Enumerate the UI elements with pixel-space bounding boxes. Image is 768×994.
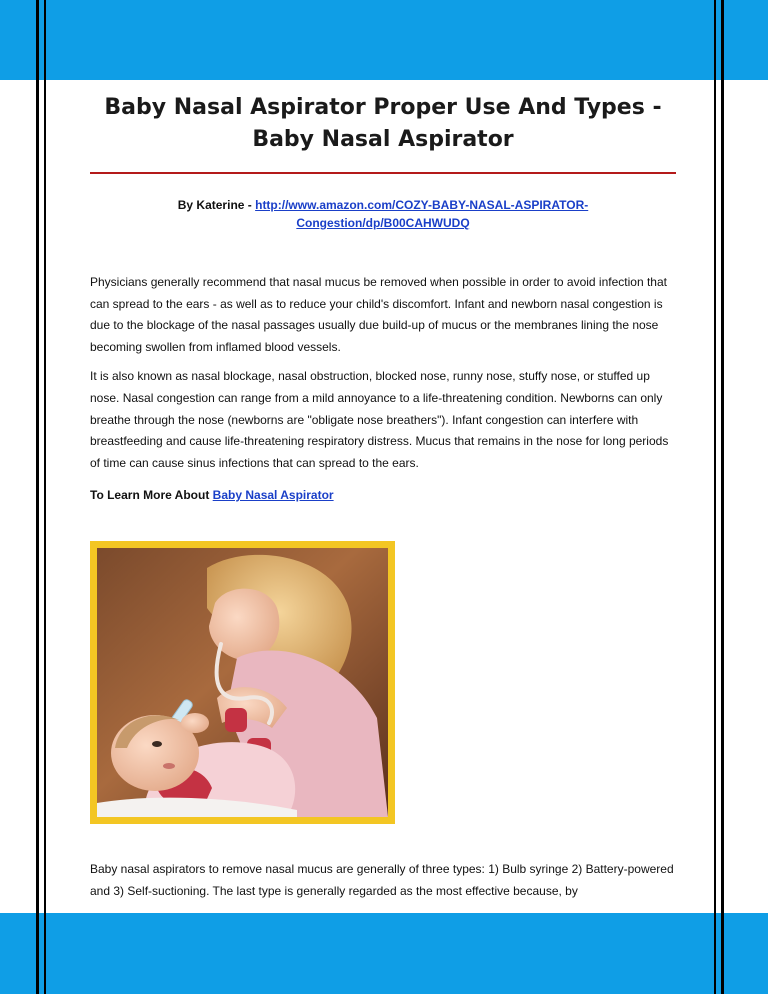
- paragraph-1: Physicians generally recommend that nasal mucus be removed when possible in order to avoid infection that can spread to the ears - as well as to reduce your child's discomfort. Infant and newborn nasal congestion is due to the blockage of the nasal passages usually due build-up of mucus or the membranes lining the nose becoming swollen from inflamed blood vessels.: [90, 275, 667, 354]
- footer-band: [0, 913, 768, 994]
- learn-more-prefix: To Learn More About: [90, 488, 213, 503]
- paragraph-2: It is also known as nasal blockage, nasal obstruction, blocked nose, runny nose, stuffy nose, or stuffed up nose. Nasal congestion can range from a mild annoyance to a life-threatening condition. Newborns can only breathe through the nose (newborns are "obligate nose breathers"). Infant congestion can interfere with breastfeeding and cause life-threatening respiratory distress. Mucus that remains in the nose for long periods of time can cause sinus infections that can spread to the ears.: [90, 369, 669, 470]
- baby-eye: [152, 741, 162, 747]
- mother-hand: [181, 713, 209, 733]
- byline: [90, 196, 676, 232]
- right-frame-line-outer: [721, 0, 724, 994]
- article-photo-frame: [90, 541, 395, 824]
- header-band: [0, 0, 768, 80]
- title-divider: [90, 172, 676, 174]
- left-frame-line-outer: [36, 0, 39, 994]
- byline-author: By Katerine -: [177, 198, 256, 212]
- learn-more-link[interactable]: Baby Nasal Aspirator: [212, 488, 334, 503]
- learn-more-line: [90, 485, 676, 505]
- article-photo: [97, 548, 388, 817]
- red-object-1: [225, 708, 247, 732]
- paragraph-3: Baby nasal aspirators to remove nasal mucus are generally of three types: 1) Bulb syringe 2) Battery-powered and 3) Self-suctioning. The last type is generally regarded as the most effective because, by: [90, 862, 674, 898]
- source-link[interactable]: http://www.amazon.com/COZY-BABY-NASAL-ASPIRATOR-Congestion/dp/B00CAHWUDQ: [255, 198, 589, 230]
- page-title: Baby Nasal Aspirator Proper Use And Types - Baby Nasal Aspirator: [104, 95, 662, 152]
- baby-mouth: [163, 763, 175, 769]
- left-frame-line-inner: [44, 0, 46, 994]
- page-content: [90, 80, 676, 913]
- right-frame-line-inner: [714, 0, 716, 994]
